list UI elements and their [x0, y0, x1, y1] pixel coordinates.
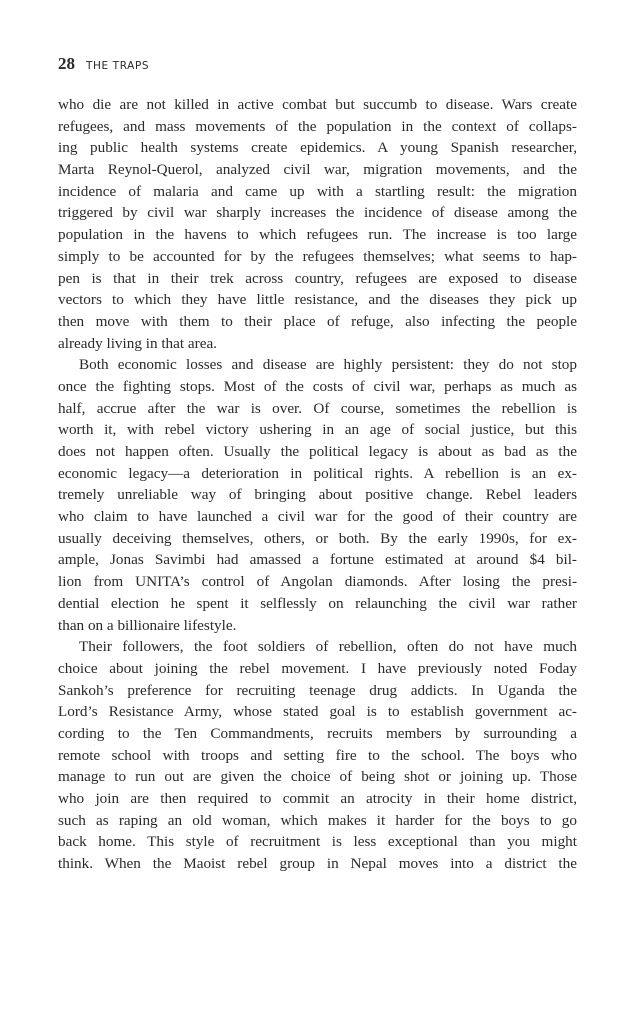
text-line: remote school with troops and setting fire to the school. The boys who	[58, 746, 577, 764]
text-line: refugees, and mass movements of the population in the context of collaps-	[58, 117, 577, 135]
text-line: economic legacy—a deterioration in political rights. A rebellion is an ex-	[58, 464, 577, 482]
text-line: choice about joining the rebel movement. I have previously noted Foday	[58, 659, 577, 677]
text-line: already living in that area.	[58, 334, 217, 352]
text-line: back home. This style of recruitment is less exceptional than you might	[58, 833, 577, 851]
text-line: simply to be accounted for by the refugees themselves; what seems to hap-	[58, 247, 577, 265]
text-line: cording to the Ten Commandments, recruits members by surrounding a	[58, 724, 577, 742]
book-page	[58, 54, 577, 875]
text-line: population in the havens to which refugees run. The increase is too large	[58, 226, 577, 244]
text-line: dential election he spent it selflessly on relaunching the civil war rather	[58, 594, 577, 612]
text-line: Their followers, the foot soldiers of rebellion, often do not have much	[79, 638, 577, 656]
text-line: lion from UNITA’s control of Angolan diamonds. After losing the presi-	[58, 573, 577, 591]
text-line: ample, Jonas Savimbi had amassed a fortune estimated at around $4 bil-	[58, 551, 577, 569]
text-line: who join are then required to commit an atrocity in their home district,	[58, 790, 577, 807]
text-line: once the fighting stops. Most of the costs of civil war, perhaps as much as	[58, 377, 577, 395]
text-line: Sankoh’s preference for recruiting teenage drug addicts. In Uganda the	[58, 681, 577, 699]
text-line: usually deceiving themselves, others, or both. By the early 1990s, for ex-	[58, 529, 577, 547]
text-line: triggered by civil war sharply increases the incidence of disease among the	[58, 204, 577, 222]
paragraph	[58, 354, 577, 636]
text-line: manage to run out are given the choice of being shot or joining up. Those	[58, 768, 577, 786]
text-line: tremely unreliable way of bringing about positive change. Rebel leaders	[58, 486, 577, 504]
text-line: worth it, with rebel victory ushering in an age of social justice, but this	[58, 421, 577, 439]
text-line: than on a billionaire lifestyle.	[58, 616, 237, 634]
text-line: such as raping an old woman, which makes it harder for the boys to go	[58, 811, 577, 829]
text-line: Marta Reynol-Querol, analyzed civil war, migration movements, and the	[58, 161, 577, 179]
text-line: Lord’s Resistance Army, whose stated goal is to establish government ac-	[58, 703, 577, 721]
page-number: 28	[58, 54, 75, 73]
paragraph	[58, 94, 577, 354]
text-line: then move with them to their place of refuge, also infecting the people	[58, 312, 577, 330]
text-line: half, accrue after the war is over. Of course, sometimes the rebellion is	[58, 399, 577, 417]
text-line: pen is that in their trek across country, refugees are exposed to disease	[58, 269, 577, 287]
text-line: incidence of malaria and came up with a startling result: the migration	[58, 182, 577, 200]
paragraph	[58, 636, 577, 875]
body-text	[58, 94, 577, 875]
text-line: who die are not killed in active combat but succumb to disease. Wars create	[58, 96, 577, 113]
text-line: does not happen often. Usually the political legacy is about as bad as the	[58, 443, 577, 460]
text-line: ing public health systems create epidemics. A young Spanish researcher,	[58, 139, 577, 157]
text-line: who claim to have launched a civil war for the good of their country are	[58, 508, 577, 526]
section-title: THE TRAPS	[86, 60, 150, 72]
running-head	[58, 54, 577, 74]
text-line: vectors to which they have little resistance, and the diseases they pick up	[58, 291, 577, 309]
text-line: think. When the Maoist rebel group in Nepal moves into a district the	[58, 855, 577, 873]
text-line: Both economic losses and disease are highly persistent: they do not stop	[79, 356, 577, 374]
